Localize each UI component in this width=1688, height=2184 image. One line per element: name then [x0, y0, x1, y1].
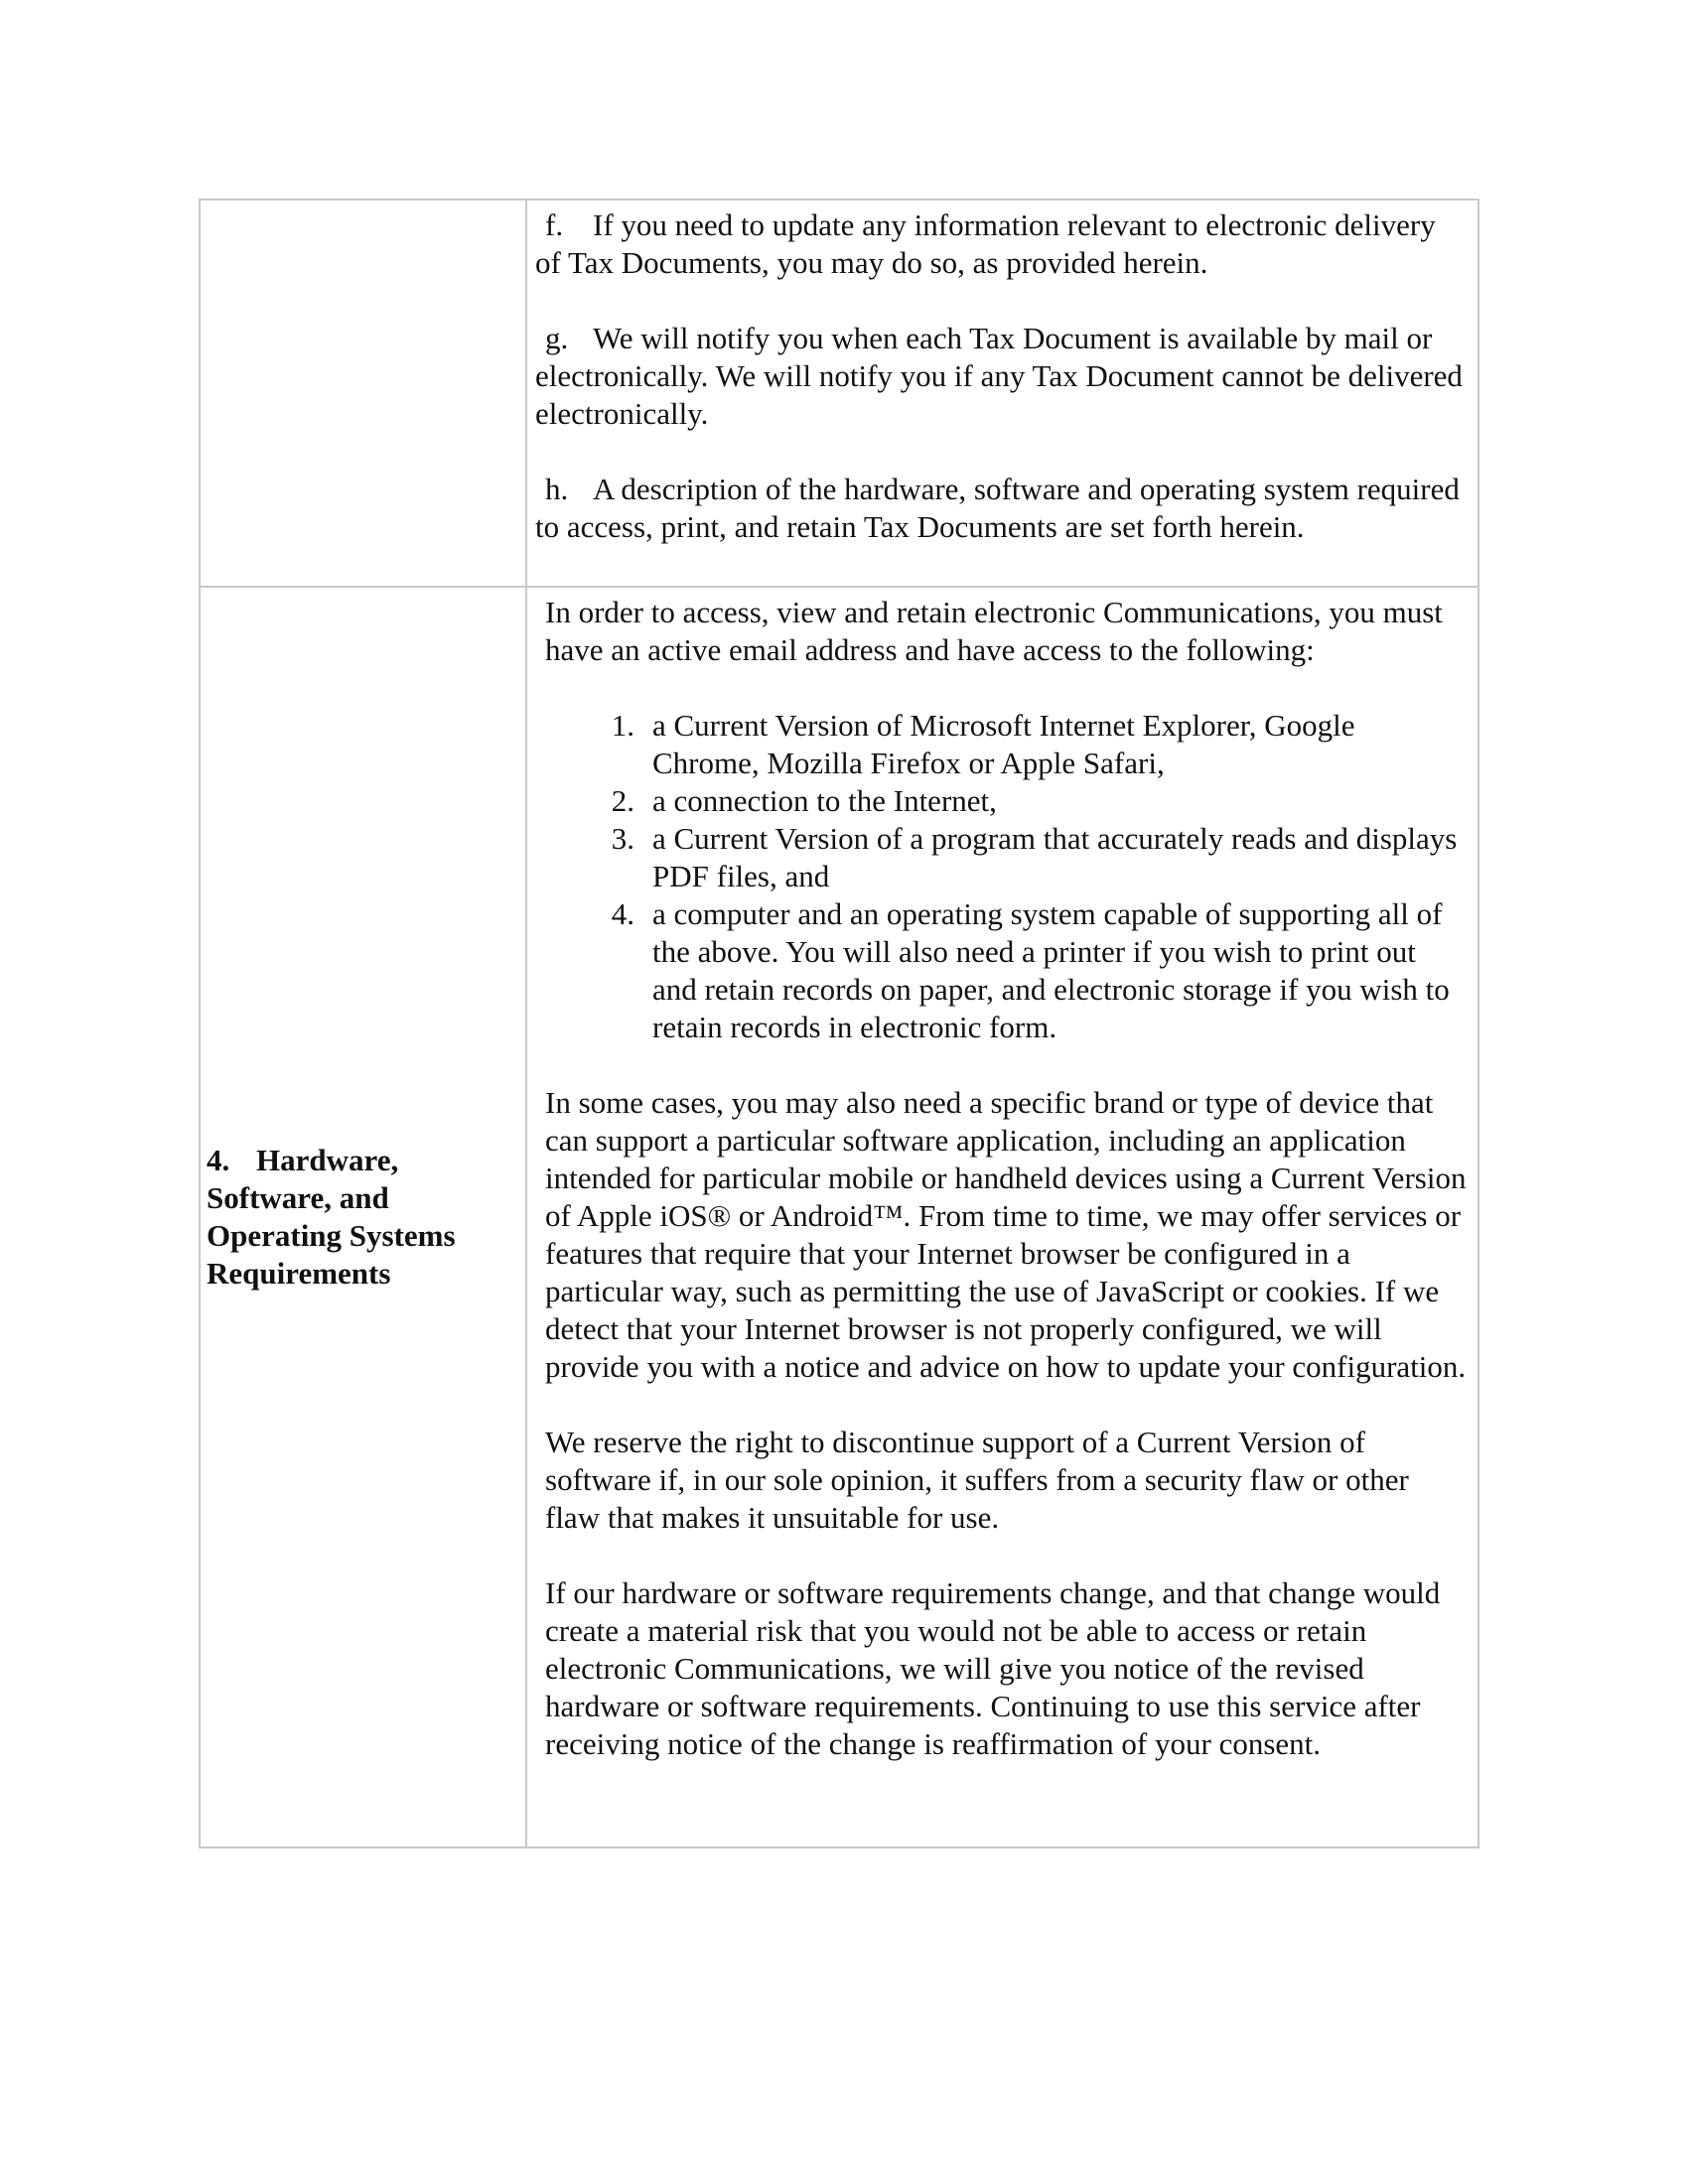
list-item [535, 895, 1468, 1046]
row-label-cell [201, 588, 527, 1846]
list-text: a connection to the Internet, [652, 783, 997, 818]
item-text: We will notify you when each Tax Document is available by mail or electronically. We will notify you if any Tax Document cannot be delivered electronically. [535, 321, 1463, 431]
list-item [535, 206, 1468, 282]
requirements-list [535, 707, 1468, 1046]
section-title: Hardware, Software, and Operating Systems Requirements [207, 1143, 456, 1291]
list-item [535, 471, 1468, 546]
body-paragraph: If our hardware or software requirements change, and that change would create a material risk that you would not be able to access or retain electronic Communications, we will give you notice of the revised hardware or software requirements. Continuing to use this service after receiving notice of the change is reaffirmation of your consent. [545, 1575, 1441, 1761]
list-item [535, 820, 1468, 895]
list-text: a Current Version of a program that accurately reads and displays PDF files, and [652, 821, 1458, 893]
intro-paragraph: In order to access, view and retain electronic Communications, you must have an active email address and have access to the following: [545, 595, 1443, 667]
section-heading [207, 1142, 519, 1293]
terms-table [199, 199, 1479, 1848]
list-text: a computer and an operating system capable of supporting all of the above. You will also need a printer if you wish to print out and retain records on paper, and electronic storage if you wish to retain records in electronic form. [652, 896, 1450, 1044]
item-letter: g. [545, 321, 569, 355]
item-letter: h. [545, 472, 569, 506]
list-number: 3. [611, 821, 634, 856]
table-row [201, 586, 1477, 1846]
list-number: 2. [611, 783, 634, 818]
row-content-cell [527, 201, 1477, 586]
list-number: 4. [611, 896, 634, 931]
row-content-cell [527, 588, 1477, 1846]
body-paragraph: We reserve the right to discontinue support of a Current Version of software if, in our sole opinion, it suffers from a security flaw or other flaw that makes it unsuitable for use. [545, 1425, 1409, 1535]
list-item [535, 782, 1468, 820]
list-text: a Current Version of Microsoft Internet Explorer, Google Chrome, Mozilla Firefox or Apple Safari, [652, 708, 1355, 780]
row-label-cell [201, 201, 527, 586]
list-item [535, 707, 1468, 782]
item-letter: f. [545, 207, 564, 242]
item-text: If you need to update any information relevant to electronic delivery of Tax Documents, you may do so, as provided herein. [535, 207, 1436, 280]
item-text: A description of the hardware, software and operating system required to access, print, and retain Tax Documents are set forth herein. [535, 472, 1460, 544]
list-item [535, 320, 1468, 433]
section-number: 4. [207, 1143, 230, 1177]
table-row [201, 201, 1477, 586]
body-paragraph: In some cases, you may also need a specific brand or type of device that can support a particular software application, including an application intended for particular mobile or handheld devices using a Current Version of Apple iOS® or Android™. From time to time, we may offer services or features that require that your Internet browser be configured in a particular way, such as permitting the use of JavaScript or cookies. If we detect that your Internet browser is not properly configured, we will provide you with a notice and advice on how to update your configuration. [545, 1085, 1467, 1384]
list-number: 1. [611, 708, 634, 743]
